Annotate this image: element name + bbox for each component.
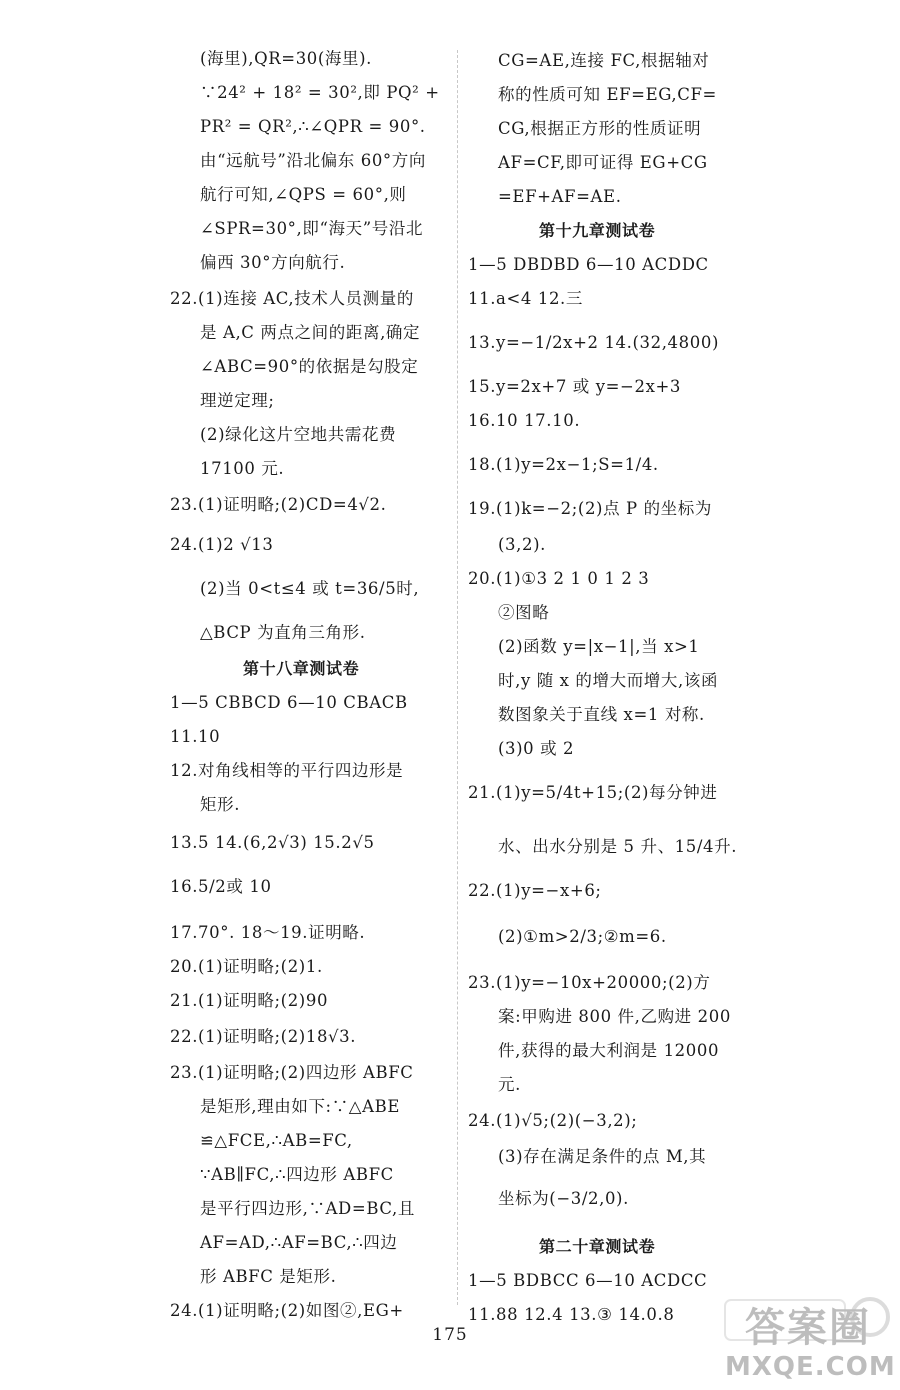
text-line: 是矩形,理由如下:∵△ABE xyxy=(200,1097,400,1116)
text-line: 12.对角线相等的平行四边形是 xyxy=(170,761,404,780)
section-heading: 第十八章测试卷 xyxy=(243,659,360,678)
text-line: (3)存在满足条件的点 M,其 xyxy=(498,1147,707,1166)
text-line: 1—5 BDBCC 6—10 ACDCC xyxy=(468,1271,708,1290)
text-line: 21.(1)y=5/4t+15;(2)每分钟进 xyxy=(468,783,718,802)
text-line: 17100 元. xyxy=(200,459,285,478)
text-line: 15.y=2x+7 或 y=−2x+3 xyxy=(468,377,682,396)
text-line: 11.10 xyxy=(170,727,221,746)
text-line: 形 ABFC 是矩形. xyxy=(200,1267,337,1286)
text-line: 矩形. xyxy=(200,795,241,814)
text-line: 22.(1)y=−x+6; xyxy=(468,881,602,900)
text-line: 18.(1)y=2x−1;S=1/4. xyxy=(468,455,659,474)
text-line: 水、出水分别是 5 升、15/4升. xyxy=(498,837,738,856)
text-line: 21.(1)证明略;(2)90 xyxy=(170,991,329,1010)
text-line: 时,y 随 x 的增大而增大,该函 xyxy=(498,671,719,690)
text-line: 13.5 14.(6,2√3) 15.2√5 xyxy=(170,833,375,852)
watermark-text: 答案圈 xyxy=(745,1305,871,1351)
text-line: 23.(1)证明略;(2)四边形 ABFC xyxy=(170,1063,414,1082)
text-line: (3)0 或 2 xyxy=(498,739,575,758)
text-line: 19.(1)k=−2;(2)点 P 的坐标为 xyxy=(468,499,712,518)
text-line: 24.(1)√5;(2)(−3,2); xyxy=(468,1111,638,1130)
text-line: (2)绿化这片空地共需花费 xyxy=(200,425,397,444)
text-line: 称的性质可知 EF=EG,CF= xyxy=(498,85,717,104)
text-line: 由“远航号”沿北偏东 60°方向 xyxy=(200,151,426,170)
text-line: 理逆定理; xyxy=(200,391,275,410)
watermark-url: MXQE.COM xyxy=(725,1352,896,1382)
text-line: ∠ABC=90°的依据是勾股定 xyxy=(200,357,419,376)
section-heading: 第二十章测试卷 xyxy=(539,1237,656,1256)
text-line: 元. xyxy=(498,1075,521,1094)
text-line: 11.a<4 12.三 xyxy=(468,289,583,308)
text-line: 24.(1)证明略;(2)如图②,EG+ xyxy=(170,1301,404,1320)
text-line: AF=AD,∴AF=BC,∴四边 xyxy=(200,1233,398,1252)
text-line: (2)①m>2/3;②m=6. xyxy=(498,927,667,946)
text-line: ∠SPR=30°,即“海天”号沿北 xyxy=(200,219,424,238)
text-line: (2)函数 y=|x−1|,当 x>1 xyxy=(498,637,700,656)
text-line: 17.70°. 18～19.证明略. xyxy=(170,923,366,942)
text-line: 件,获得的最大利润是 12000 xyxy=(498,1041,720,1060)
text-line: 航行可知,∠QPS = 60°,则 xyxy=(200,185,407,204)
text-line: 案:甲购进 800 件,乙购进 200 xyxy=(498,1007,731,1026)
text-line: =EF+AF=AE. xyxy=(498,187,622,206)
text-line: 23.(1)证明略;(2)CD=4√2. xyxy=(170,495,387,514)
section-heading: 第十九章测试卷 xyxy=(539,221,656,240)
text-line: 24.(1)2 √13 xyxy=(170,535,274,554)
text-line: 22.(1)连接 AC,技术人员测量的 xyxy=(170,289,414,308)
text-line: AF=CF,即可证得 EG+CG xyxy=(498,153,708,172)
text-line: (2)当 0<t≤4 或 t=36/5时, xyxy=(200,579,420,598)
text-line: 20.(1)①3 2 1 0 1 2 3 xyxy=(468,569,650,588)
text-line: 20.(1)证明略;(2)1. xyxy=(170,957,323,976)
column-divider xyxy=(457,50,458,1305)
text-line: CG,根据正方形的性质证明 xyxy=(498,119,702,138)
text-line: 11.88 12.4 13.③ 14.0.8 xyxy=(468,1305,675,1324)
text-line: 1—5 DBDBD 6—10 ACDDC xyxy=(468,255,709,274)
text-line: ②图略 xyxy=(498,603,550,622)
text-line: PR² = QR²,∴∠QPR = 90°. xyxy=(200,117,426,136)
page-number: 175 xyxy=(432,1325,468,1345)
text-line: CG=AE,连接 FC,根据轴对 xyxy=(498,51,710,70)
text-line: ≌△FCE,∴AB=FC, xyxy=(200,1131,353,1150)
text-line: (海里),QR=30(海里). xyxy=(200,49,373,68)
text-line: 偏西 30°方向航行. xyxy=(200,253,346,272)
text-line: ∵24² + 18² = 30²,即 PQ² + xyxy=(200,83,440,102)
text-line: (3,2). xyxy=(498,535,546,554)
text-line: 1—5 CBBCD 6—10 CBACB xyxy=(170,693,408,712)
text-line: ∵AB∥FC,∴四边形 ABFC xyxy=(200,1165,394,1184)
text-line: 16.5/2或 10 xyxy=(170,877,272,896)
text-line: 23.(1)y=−10x+20000;(2)方 xyxy=(468,973,711,992)
text-line: 是 A,C 两点之间的距离,确定 xyxy=(200,323,421,342)
text-line: 22.(1)证明略;(2)18√3. xyxy=(170,1027,357,1046)
text-line: △BCP 为直角三角形. xyxy=(200,623,366,642)
text-line: 13.y=−1/2x+2 14.(32,4800) xyxy=(468,333,719,352)
text-line: 16.10 17.10. xyxy=(468,411,581,430)
text-line: 数图象关于直线 x=1 对称. xyxy=(498,705,705,724)
text-line: 坐标为(−3/2,0). xyxy=(498,1189,629,1208)
text-line: 是平行四边形,∵AD=BC,且 xyxy=(200,1199,415,1218)
